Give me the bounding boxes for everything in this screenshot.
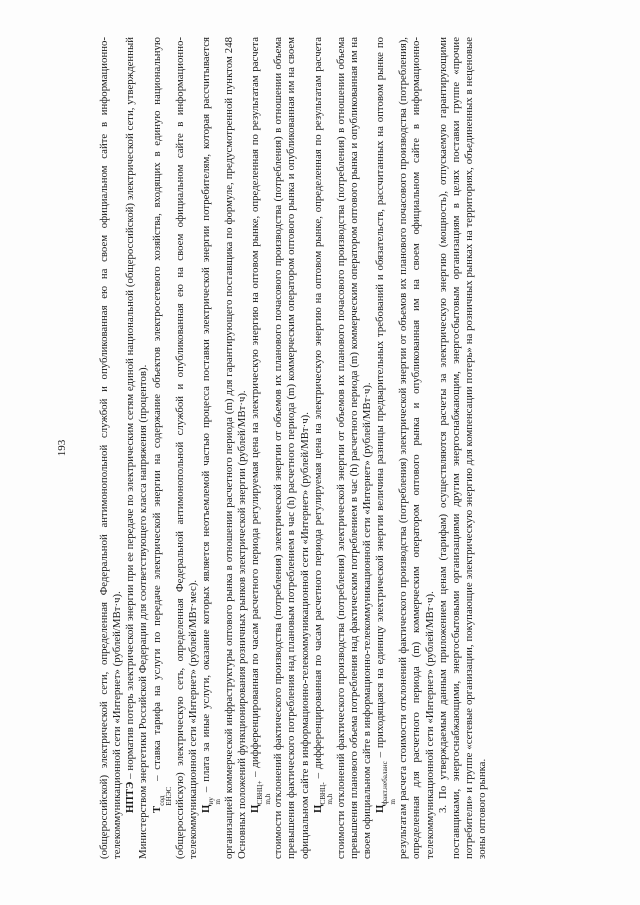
formula-symbol: Ц (199, 804, 212, 813)
formula-indices (320, 782, 335, 804)
formula-indices (257, 781, 272, 805)
formula-subscript: m,h (326, 793, 335, 805)
paragraph-npte (124, 37, 150, 859)
formula-superscript: сод (157, 795, 166, 806)
paragraph-1: (общероссийской) электрической сети, определенная Федеральной антимонопольной службой и опубликованная ею на своем официальном сайте в информационно-телекоммуникационной сети «Интернет» (рублей/МВт·ч). (98, 37, 124, 859)
formula-superscript: СВНЦ- (318, 782, 327, 805)
paragraph-svnc-plus (249, 37, 311, 859)
formula-superscript: СВНЦ+ (256, 780, 265, 805)
formula-symbol: Т (150, 805, 163, 813)
formula-subscript: ЕНЭС (165, 786, 174, 806)
paragraph-text: – норматив потерь электрической энергии при ее передаче по электрическим сетям единой национальной (общероссийской) электрической сети, утвержденный Министерством энергетики Российской Федерации для соответствующего класса напряжения (процентов). (124, 37, 150, 859)
paragraph-3: 3. По утверждаемым данным приложением ценам (тарифам) осуществляются расчеты за электрическую энергию (мощность), отпускаемую гарантирующими поставщиками, энергоснабжающими, энергосбытовыми организациями другим энергоснабжающим, энергосбытовым организациям в целях поставки группе «прочие потребители» и группе «сетевые организации, покупающие электрическую энергию для компенсации потерь» на розничных рынках на территориях, объединенных в неценовые зоны оптового рынка. (436, 37, 489, 859)
formula-subscript: m,h (263, 793, 272, 805)
formula-indices (208, 797, 223, 804)
document-body (98, 37, 489, 859)
formula-symbol: Ц (374, 804, 387, 813)
paragraph-text: – ставка тарифа на услуги по передаче электрической энергии на содержание объектов электросетевого хозяйства, входящих в единую национальную (общероссийскую) электрическую сеть, определенная Федеральной антимонопольной службой и опубликованная ею на своем официальном сайте в информационно-телекоммуникационной сети «Интернет» (рублей/МВт·мес). (150, 37, 199, 859)
formula-superscript: иу (206, 797, 215, 805)
page-number: 193 (56, 439, 68, 457)
paragraph-fact-imbalance (374, 37, 436, 859)
formula-symbol: Ц (311, 804, 324, 813)
formula-symbol: Ц (249, 804, 262, 813)
formula-subscript: m (388, 799, 397, 805)
formula-subscript: m (214, 799, 223, 805)
paragraph-other-services (200, 37, 249, 859)
paragraph-text: – дифференцированная по часам расчетного периода регулируемая цена на электрическую энергию на оптовом рынке, определенная по результатам расчета стоимости отклонений фактического производства (потребления) электрической энергии от объемов их планового почасового производства (потребления) в отношении объема превышения фактического потребления над плановым потреблением в час (h) расчетного периода (m) коммерческим оператором оптового рынка и опубликованная им на своем официальном сайте в информационно-телекоммуникационной сети «Интернет» (рублей/МВт·ч). (249, 37, 311, 859)
paragraph-text: – приходящаяся на единицу электрической энергии величина разницы предварительных требований и обязательств, рассчитанных на оптовом рынке по результатам расчета стоимости отклонений фактического производства (потребления) электрической энергии от объемов их планового почасового производства (потребления), определенная для расчетного периода (m) коммерческим оператором оптового рынка и опубликованная им на своем официальном сайте в информационно-телекоммуникационной сети «Интернет» (рублей/МВт·ч). (374, 37, 436, 859)
formula-indices (382, 761, 397, 804)
paragraph-svnc-minus (312, 37, 374, 859)
rotated-text-block (58, 37, 578, 859)
paragraph-text: – дифференцированная по часам расчетного периода регулируемая цена на электрическую энергию на оптовом рынке, определенная по результатам расчета стоимости отклонений фактического производства (потребления) электрической энергии от объемов их планового почасового производства (потребления) в отношении объема превышения планового объема потребления над фактическим потреблением в час (h) расчетного периода (m) коммерческим оператором оптового рынка и опубликованная им на своем официальном сайте в информационно-телекоммуникационной сети «Интернет» (рублей/МВт·ч). (311, 37, 374, 859)
formula-indices (159, 787, 174, 806)
formula-symbol: НПТЭ (124, 781, 137, 813)
paragraph-text: – плата за иные услуги, оказание которых является неотъемлемой частью процесса поставки электрической энергии потребителям, которая рассчитывается организацией коммерческой инфраструктуры оптового рынка в отношении расчетного периода (m) для гарантирующего поставщика по формуле, предусмотренной пунктом 248 Основных положений функционирования розничных рынков электрической энергии (рублей/МВт·ч). (199, 37, 249, 859)
formula-superscript: факт.небаланс (381, 761, 390, 805)
paragraph-tariff-enes (151, 37, 200, 859)
